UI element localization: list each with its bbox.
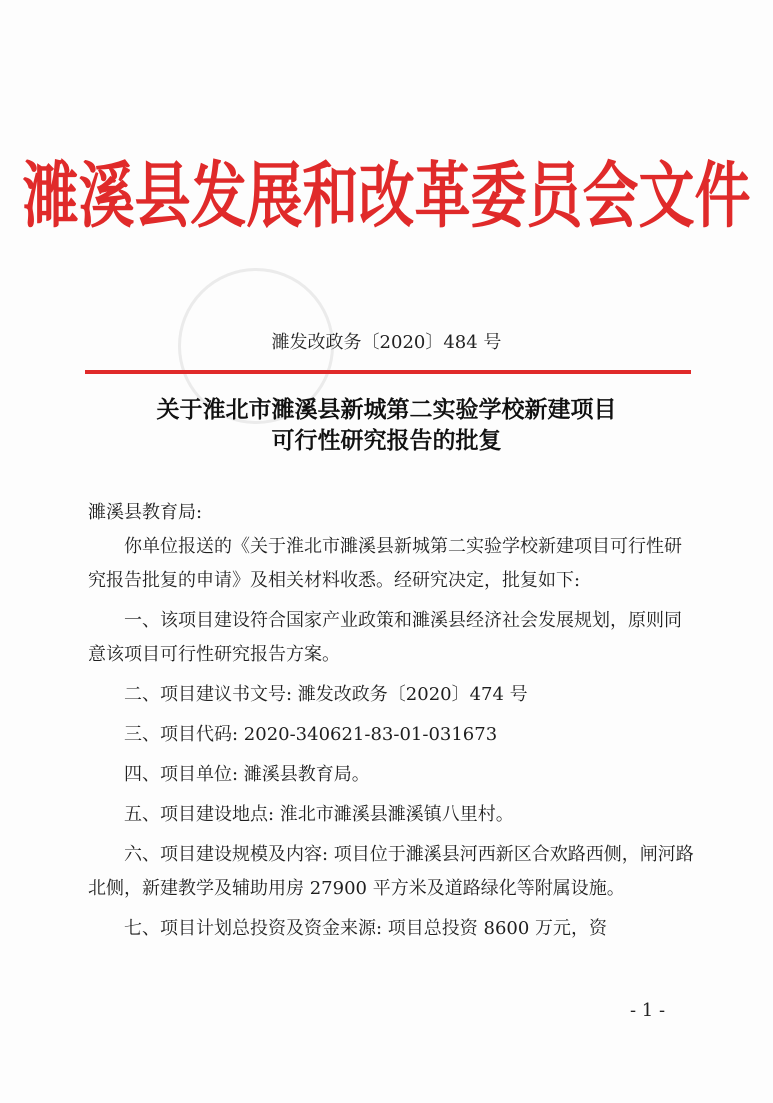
paragraph-item-7: 七、项目计划总投资及资金来源: 项目总投资 8600 万元，资 [124,918,608,939]
document-title [0,394,773,456]
paragraph-item-6: 六、项目建设规模及内容: 项目位于濉溪县河西新区合欢路西侧，闸河路北侧，新建教学及辅助用房 27900 平方米及道路绿化等附属设施。 [88,844,694,899]
paragraph-item-3: 三、项目代码: 2020-340621-83-01-031673 [124,724,498,745]
title-line-2: 可行性研究报告的批复 [271,427,502,454]
document-number: 濉发改政务〔2020〕484 号 [271,332,502,353]
title-line-1: 关于淮北市濉溪县新城第二实验学校新建项目 [156,396,617,423]
paragraph-item-5: 五、项目建设地点: 淮北市濉溪县濉溪镇八里村。 [124,804,514,825]
paragraph-item-1: 一、该项目建设符合国家产业政策和濉溪县经济社会发展规划，原则同意该项目可行性研究报告方案。 [88,610,682,665]
document-body [88,496,698,946]
paragraph-item-2: 二、项目建议书文号: 濉发改政务〔2020〕474 号 [124,684,528,705]
paragraph-intro: 你单位报送的《关于淮北市濉溪县新城第二实验学校新建项目可行性研究报告批复的申请》及相关材料收悉。经研究决定，批复如下: [88,536,682,591]
page-number: - 1 - [630,1000,666,1021]
salutation: 濉溪县教育局: [88,502,203,523]
masthead-title: 濉溪县发展和改革委员会文件 [22,155,751,239]
red-divider-line [85,370,691,374]
paragraph-item-4: 四、项目单位: 濉溪县教育局。 [124,764,370,785]
